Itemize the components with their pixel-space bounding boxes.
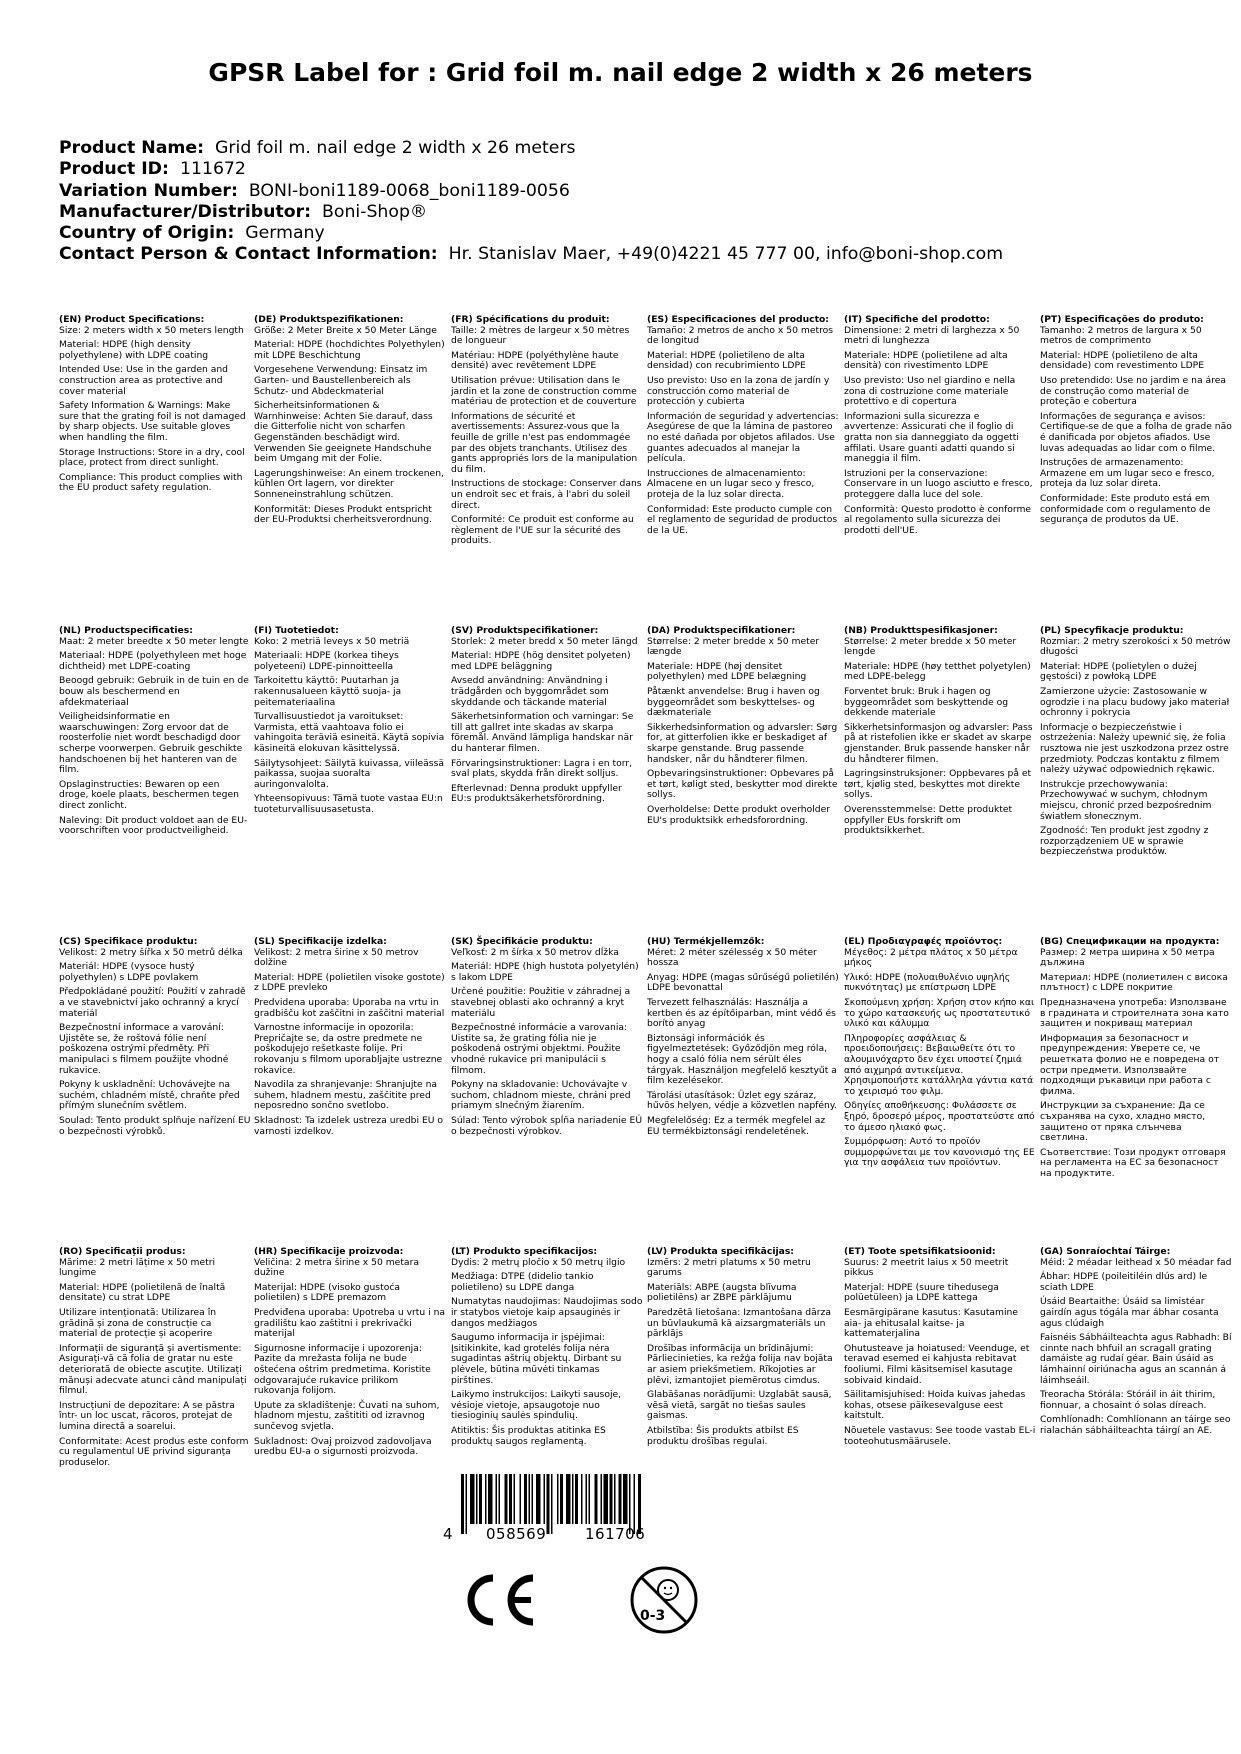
spec-paragraph: Mărime: 2 metri lățime x 50 metri lungime [59,1256,216,1279]
spec-paragraph: Предназначена употреба: Използване в градината и строителната зона като защитен и покриващ материал [1040,996,1229,1030]
spec-block [451,937,643,1141]
spec-paragraph: Dimensione: 2 metri di larghezza x 50 metri di lunghezza [844,324,1020,347]
spec-paragraph: Pokyny k uskladnění: Uchovávejte na suchém, chladném místě, chraňte před přímým slunečním světlem. [59,1079,240,1112]
spec-paragraph: Laikymo instrukcijos: Laikyti sausoje, vėsioje vietoje, apsaugotoje nuo tiesioginių saulės spindulių. [451,1389,622,1422]
spec-paragraph: Méret: 2 méter szélesség x 50 méter hossza [647,946,817,969]
svg-text:0-3: 0-3 [640,1608,666,1624]
spec-heading: (BG) Спецификации на продукта: [1040,936,1220,947]
spec-paragraph: Veličina: 2 metra širine x 50 metara dužine [254,1256,419,1279]
spec-paragraph: Turvallisuustiedot ja varoitukset: Varmista, että vaahtoava folio ei vahingoita teräviä esineitä. Käytä sopivia käsineitä elokuvan käsittelyssä. [254,711,445,754]
spec-paragraph: Atitiktis: Šis produktas atitinka ES produktų saugos reglamentą. [451,1424,606,1447]
spec-paragraph: Instruções de armazenamento: Armazene em um lugar seco e fresco, proteja da luz solar direta. [1040,457,1215,490]
spec-heading: (DA) Produktspecifikationer: [647,625,796,636]
spec-block [451,626,643,809]
spec-paragraph: Conformidad: Este producto cumple con el reglamento de seguridad de productos de la UE. [647,503,838,536]
spec-paragraph: Instrucciones de almacenamiento: Almacene en un lugar seco y fresco, proteja de la luz solar directa. [647,467,815,500]
info-row-variation-number [59,181,1003,202]
spec-paragraph: Størrelse: 2 meter bredde x 50 meter længde [647,635,820,658]
spec-paragraph: Ábhar: HDPE (poileitiléin dlús ard) le sciath LDPE [1040,1271,1208,1293]
spec-paragraph: Uso previsto: Uso nel giardino e nella zona di costruzione come materiale protettivo e di copertura [844,374,1016,408]
spec-paragraph: Size: 2 meters width x 50 meters length [59,324,244,336]
spec-paragraph: Veiligheidsinformatie en waarschuwingen: Zorg ervoor dat de roosterfolie niet wordt beschadigd door scherpe voorwerpen. Gebruik geschikte handschoenen bij het hanteren van de film. [59,711,243,776]
spec-paragraph: Instrukcje przechowywania: Przechowywać w suchym, chłodnym miejscu, chronić przed bezpośrednim światłem słonecznym. [1040,778,1212,822]
spec-paragraph: Intended Use: Use in the garden and construction area as protective and cover material [59,364,228,397]
spec-paragraph: Materiale: HDPE (høy tetthet polyetylen) med LDPE-belegg [844,660,1031,683]
spec-paragraph: Informazioni sulla sicurezza e avvertenze: Assicurati che il foglio di gratta non sia danneggiato da oggetti affilati. Usare guanti adatti quando si maneggia il film. [844,410,1019,465]
spec-paragraph: Navodila za shranjevanje: Shranjujte na suhem, hladnem mestu, zaščitite pred neposredno sončno svetlobo. [254,1079,438,1112]
product-info [59,138,1003,266]
spec-paragraph: Vorgesehene Verwendung: Einsatz im Garten- und Baustellenbereich als Schutz- und Abdeckmaterial [254,364,428,397]
spec-paragraph: Faisnéis Sábháilteachta agus Rabhadh: Bí cinnte nach bhfuil an scragall grating damáiste ag rudaí géar. Bain úsáid as lámhainní oiriúnacha agus an scannán á láimhseáil. [1040,1332,1232,1386]
spec-block [254,315,446,530]
spec-block [844,626,1036,841]
spec-paragraph: Atbilstība: Šis produkts atbilst ES produktu drošības regulai. [647,1424,799,1447]
spec-paragraph: Размер: 2 метра ширина x 50 метра дължина [1040,946,1215,969]
spec-paragraph: Storage Instructions: Store in a dry, cool place, protect from direct sunlight. [59,446,245,469]
info-label: Manufacturer/Distributor: [59,201,312,222]
spec-paragraph: Glabāšanas norādījumi: Uzglabāt sausā, vēsā vietā, sargāt no tiešas saules gaismas. [647,1389,832,1422]
spec-heading: (GA) Sonraíochtaí Táirge: [1040,1246,1171,1257]
spec-heading: (DE) Produktspezifikationen: [254,314,404,325]
spec-heading: (CS) Specifikace produktu: [59,936,198,947]
spec-paragraph: Materiale: HDPE (høj densitet polyethylen) med LDPE belægning [647,660,807,683]
spec-paragraph: Naleving: Dit product voldoet aan de EU-voorschriften voor productveiligheid. [59,814,248,837]
spec-paragraph: Uso pretendido: Use no jardim e na área de construção como material de proteção e cobertura [1040,374,1226,408]
spec-heading: (IT) Specifiche del prodotto: [844,314,990,325]
spec-heading: (NB) Produkttspesifikasjoner: [844,625,998,636]
spec-paragraph: Beoogd gebruik: Gebruik in de tuin en de bouw als beschermend en afdekmateriaal [59,675,249,708]
spec-paragraph: Opslaginstructies: Bewaren op een droge, koele plaats, beschermen tegen direct zonlicht. [59,778,239,811]
spec-block [844,1247,1036,1451]
spec-paragraph: Súlad: Tento výrobok spĺňa nariadenie EÚ o bezpečnosti výrobkov. [451,1114,643,1137]
barcode-digit-lead: 4 [443,1525,453,1543]
spec-paragraph: Conformidade: Este produto está em conformidade com o regulamento de segurança de produtos da UE. [1040,492,1211,526]
barcode-digits-left: 058569 [486,1525,547,1543]
spec-paragraph: Izmērs: 2 metri platums x 50 metru garums [647,1256,811,1279]
spec-paragraph: Safety Information & Warnings: Make sure that the grating foil is not damaged by sharp objects. Use suitable gloves when handling the film. [59,400,246,443]
spec-paragraph: Forventet bruk: Bruk i hagen og byggeområdet som beskyttende og dekkende materiale [844,685,1009,719]
spec-paragraph: Konformität: Dieses Produkt entspricht der EU-Produktsi cherheitsverordnung. [254,503,432,526]
info-row-manufacturer [59,202,1003,223]
spec-paragraph: Material: HDPE (hög densitet polyeten) med LDPE beläggning [451,650,631,672]
info-value: Grid foil m. nail edge 2 width x 26 meters [215,138,576,158]
spec-paragraph: Materiaal: HDPE (polyethyleen met hoge dichtheid) met LDPE-coating [59,650,247,672]
spec-heading: (NL) Productspecificaties: [59,625,193,636]
spec-paragraph: Información de seguridad y advertencias: Asegúrese de que la lámina de pastoreo no esté dañada por objetos afilados. Use guantes adecuados al manejar la película. [647,410,839,465]
spec-block [844,315,1036,540]
spec-paragraph: Materiale: HDPE (polietilene ad alta densità) con rivestimento LDPE [844,349,1008,372]
spec-paragraph: Utilisation prévue: Utilisation dans le jardin et la zone de construction comme matériau de protection et de couverture [451,374,637,408]
spec-paragraph: Soulad: Tento produkt splňuje nařízení EU o bezpečnosti výrobků. [59,1114,251,1137]
spec-paragraph: Sikkerhedsinformation og advarsler: Sørg for, at gitterfolien ikke er beskadiget af skarpe genstande. Brug passende handsker, når du håndterer filmen. [647,721,838,765]
spec-paragraph: Zgodność: Ten produkt jest zgodny z rozporządzeniem UE w sprawie bezpieczeństwa produktów. [1040,825,1209,858]
info-row-contact [59,244,1003,265]
spec-paragraph: Numatytas naudojimas: Naudojimas sodo ir statybos vietoje kaip apsauginės ir dangos medžiagos [451,1296,643,1329]
spec-heading: (HR) Specifikacije proizvoda: [254,1246,404,1257]
spec-paragraph: Anyag: HDPE (magas sűrűségű polietilén) LDPE bevonattal [647,971,839,994]
spec-block [647,315,839,540]
spec-paragraph: Compliance: This product complies with the EU product safety regulation. [59,471,243,494]
spec-paragraph: Megfelelőség: Ez a termék megfelel az EU termékbiztonsági rendeletének. [647,1114,826,1137]
spec-heading: (FI) Tuotetiedot: [254,625,339,636]
info-row-country-of-origin [59,223,1003,244]
spec-paragraph: Comhlíonadh: Comhlíonann an táirge seo rialachán sábháilteachta táirgí an AE. [1040,1414,1231,1436]
spec-paragraph: Skladnost: Ta izdelek ustreza uredbi EU o varnosti izdelkov. [254,1114,444,1137]
spec-paragraph: Overholdelse: Dette produkt overholder EU's produktsikk erhedsforordning. [647,803,831,826]
spec-paragraph: Säilytysohjeet: Säilytä kuivassa, viileässä paikassa, suojaa suoralta auringonvalolta. [254,757,445,790]
spec-paragraph: Sicherheitsinformationen & Warnhinweise: Achten Sie darauf, dass die Gitterfolie nicht von scharfen Gegenständen beschädigt wird. Verwenden Sie geeignete Handschuhe beim Umgang mit der Folie. [254,400,433,465]
spec-paragraph: Material: HDPE (polietileno de alta densidade) com revestimento LDPE [1040,349,1205,372]
spec-paragraph: Efterlevnad: Denna produkt uppfyller EU:s produktsäkerhetsförordning. [451,782,622,805]
spec-heading: (HU) Termékjellemzők: [647,936,765,947]
spec-paragraph: Informații de siguranță și avertismente: Asigurați-vă că folia de gratar nu este deteriorată de obiecte ascuțite. Utilizați mănuși adecvate atunci când manipulați filmul. [59,1342,247,1397]
spec-block [1040,937,1232,1183]
spec-heading: (RO) Specificații produs: [59,1246,186,1257]
spec-heading: (PT) Especificações do produto: [1040,314,1204,325]
spec-heading: (LV) Produkta specifikācijas: [647,1246,794,1257]
spec-paragraph: Material: HDPE (hochdichtes Polyethylen) mit LDPE Beschichtung [254,339,445,361]
spec-paragraph: Biztonsági információk és figyelmeztetések: Győződjön meg róla, hogy a csaló fólia nem sérült éles tárgyak. Használjon megfelelő kesztyűt a film kezelésekor. [647,1032,837,1087]
spec-paragraph: Opbevaringsinstruktioner: Opbevares på et tørt, køligt sted, beskytter mod direkte sollys. [647,768,838,801]
spec-paragraph: Uso previsto: Uso en la zona de jardín y construcción como material de protección y cubierta [647,374,830,408]
spec-paragraph: Paredzētā lietošana: Izmantošana dārza un būvlaukumā kā aizsargmateriāls un pārklājs [647,1306,831,1340]
spec-paragraph: Material: HDPE (polietilenă de înaltă densitate) cu strat LDPE [59,1281,226,1304]
spec-block [647,1247,839,1451]
spec-paragraph: Συμμόρφωση: Αυτό το προϊόν συμμορφώνεται με τον κανονισμό της ΕΕ για την ασφάλεια των προϊόντων. [844,1136,1035,1169]
spec-paragraph: Velikost: 2 metra širine x 50 metrov dolžine [254,946,419,969]
spec-paragraph: Informations de sécurité et avertissements: Assurez-vous que la feuille de grille n'est pas endommagée par des objets tranchants. Utilisez des gants appropriés lors de la manipulation du film. [451,410,638,475]
spec-paragraph: Velikost: 2 metry šířka x 50 metrů délka [59,946,243,958]
spec-paragraph: Avsedd användning: Användning i trädgården och byggområdet som skyddande och täckande material [451,675,609,708]
spec-block [1040,315,1232,530]
spec-block [844,937,1036,1173]
spec-paragraph: Lagerungshinweise: An einem trockenen, kühlen Ort lagern, vor direkter Sonneneinstrahlung schützen. [254,467,444,500]
spec-heading: (EL) Προδιαγραφές προϊόντος: [844,936,1003,947]
spec-paragraph: Medžiaga: DTPE (didelio tankio polietileno) su LDPE danga [451,1271,594,1293]
info-label: Country of Origin: [59,223,235,244]
spec-paragraph: Suurus: 2 meetrit laius x 50 meetrit pikkus [844,1256,1009,1279]
spec-paragraph: Instructions de stockage: Conserver dans un endroit sec et frais, à l'abri du soleil direct. [451,478,642,511]
spec-paragraph: Pokyny na skladovanie: Uchovávajte v suchom, chladnom mieste, chráni pred priamym slnečným žiarením. [451,1079,631,1112]
spec-paragraph: Tamanho: 2 metros de largura x 50 metros de comprimento [1040,324,1202,347]
spec-heading: (FR) Spécifications du produit: [451,314,610,325]
spec-paragraph: Tárolási utasítások: Üzlet egy száraz, hűvös helyen, védje a közvetlen napfény. [647,1089,837,1112]
spec-paragraph: Maat: 2 meter breedte x 50 meter lengte [59,635,249,647]
spec-paragraph: Tarkoitettu käyttö: Puutarhan ja rakennusalueen käyttö suoja- ja peitemateriaalina [254,675,402,708]
spec-paragraph: Varnostne informacije in opozorila: Prepričajte se, da ostre predmete ne poškodujejo rešetkaste folije. Pri rokovanju s filmom uporabljajte ustrezne rokavice. [254,1022,443,1076]
spec-paragraph: Utilizare intenționată: Utilizarea în grădină și zona de construcție ca material de protecție și acoperire [59,1306,217,1340]
spec-paragraph: Materiál: HDPE (vysoce hustý polyethylen) s LDPE povlakem [59,961,199,983]
spec-paragraph: Saugumo informacija ir įspėjimai: Įsitikinkite, kad grotelės folija nėra sugadintas aštrių objektų. Dirbant su plėvele, būtina mūvėti tinkamas pirštines. [451,1332,622,1386]
spec-heading: (SK) Špecifikácie produktu: [451,936,593,947]
spec-heading: (LT) Produkto specifikacijos: [451,1246,598,1257]
spec-paragraph: Koko: 2 metriä leveys x 50 metriä [254,635,410,647]
spec-block [254,1247,446,1462]
barcode-bars [443,1474,693,1544]
spec-paragraph: Μέγεθος: 2 μέτρα πλάτος x 50 μέτρα μήκος [844,946,1018,969]
ce-mark-icon [459,1572,539,1628]
info-value: Germany [245,223,325,244]
info-value: Boni-Shop® [322,201,428,222]
spec-block [1040,626,1232,862]
spec-paragraph: Méid: 2 méadar leithead x 50 méadar fad [1040,1256,1232,1268]
info-label: Contact Person & Contact Information: [59,244,438,265]
spec-block [59,1247,251,1472]
spec-paragraph: Tervezett felhasználás: Használja a kertben és az építőiparban, mint védő és borító anyag [647,996,836,1030]
spec-paragraph: Σκοπούμενη χρήση: Χρήση στον κήπο και το χώρο κατασκευής ως προστατευτικό υλικό και κάλυμμα [844,996,1035,1030]
spec-paragraph: Drošības informācija un brīdinājumi: Pārliecinieties, ka režģa folija nav bojāta ar asiem priekšmetiem. Rīkojoties ar plēvi, izmantojiet piemērotus cimdus. [647,1342,833,1386]
spec-block [59,315,251,498]
spec-paragraph: Veľkosť: 2 m šírka x 50 metrov dĺžka [451,946,619,958]
spec-paragraph: Material: HDPE (polietileno de alta densidad) con recubrimiento LDPE [647,349,806,372]
spec-heading: (PL) Specyfikacje produktu: [1040,625,1184,636]
info-value: 111672 [179,159,246,180]
spec-paragraph: Yhteensopivuus: Tämä tuote vastaa EU:n tuoteturvallisuusasetusta. [254,793,443,815]
spec-paragraph: Størrelse: 2 meter bredde x 50 meter lengde [844,635,1017,658]
spec-paragraph: Materiāls: ABPE (augsta blīvuma polietilēns) ar ZBPE pārklājumu [647,1281,797,1304]
spec-paragraph: Materiał: HDPE (polietylen o dużej gęstości) z powłoką LDPE [1040,660,1197,683]
spec-paragraph: Material: HDPE (polietilen visoke gostote) z LDPE prevleko [254,971,445,994]
spec-block [647,937,839,1141]
spec-paragraph: Storlek: 2 meter bredd x 50 meter längd [451,635,638,647]
spec-paragraph: Säkerhetsinformation och varningar: Se till att gallret inte skadas av skarpa föremål. Använd lämpliga handskar när du hanterar filmen. [451,711,634,754]
spec-paragraph: Ohutusteave ja hoiatused: Veenduge, et teravad esemed ei kahjusta rebitavat fooliumi. Filmi käsitsemisel kasutage sobivaid kindaid. [844,1342,1030,1386]
spec-block [59,937,251,1141]
spec-block [59,626,251,841]
spec-paragraph: Bezpečnostní informace a varování: Ujistěte se, že roštová fólie není poškozena ostrými předměty. Při manipulaci s filmem použijte vhodné rukavice. [59,1022,229,1076]
spec-paragraph: Sikkerhetsinformasjon og advarsler: Pass på at ristefolien ikke er skadet av skarpe gjenstander. Bruk passende hansker når du håndterer filmen. [844,721,1033,765]
info-label: Product ID: [59,159,169,180]
spec-paragraph: Conformité: Ce produit est conforme au règlement de l'UE sur la sécurité des produits. [451,514,634,547]
spec-heading: (ES) Especificaciones del producto: [647,314,829,325]
spec-paragraph: Zamierzone użycie: Zastosowanie w ogrodzie i na placu budowy jako materiał ochronny i pokrycia [1040,685,1230,719]
spec-paragraph: Materiaali: HDPE (korkea tiheys polyeteeni) LDPE-pinnoitteella [254,650,399,672]
spec-paragraph: Předpokládané použití: Použití v zahradě a ve stavebnictví jako ochranný a krycí materiál [59,986,246,1019]
info-row-product-id [59,159,1003,180]
spec-paragraph: Materijal: HDPE (visoko gustoća polietilen) s LDPE premazom [254,1281,401,1304]
not-for-children-0-3-icon [628,1564,700,1636]
spec-block [254,937,446,1141]
info-label: Variation Number: [59,180,238,201]
spec-paragraph: Predviđena uporaba: Upotreba u vrtu i na gradilištu kao zaštitni i prekrivački materijal [254,1306,446,1340]
info-value: Hr. Stanislav Maer, +49(0)4221 45 777 00, info@boni-shop.com [448,244,1004,265]
spec-paragraph: Eesmärgipärane kasutus: Kasutamine aia- ja ehitusalal kaitse- ja kattematerjalina [844,1306,1019,1340]
spec-paragraph: Conformità: Questo prodotto è conforme al regolamento sulla sicurezza dei prodotti dell'UE. [844,503,1032,536]
spec-paragraph: Instrucțiuni de depozitare: A se păstra într- un loc uscat, răcoros, protejat de lumina directă a soarelui. [59,1399,235,1432]
spec-heading: (ET) Toote spetsifikatsioonid: [844,1246,996,1257]
spec-heading: (SL) Specifikacije izdelka: [254,936,387,947]
spec-paragraph: Dydis: 2 metrų pločio x 50 metrų ilgio [451,1256,626,1268]
spec-paragraph: Materjal: HDPE (suure tihedusega polüetüleen) ja LDPE kattega [844,1281,999,1304]
spec-block [647,626,839,830]
spec-block [451,315,643,551]
spec-paragraph: Taille: 2 mètres de largeur x 50 mètres de longueur [451,324,630,347]
spec-paragraph: Οδηγίες αποθήκευσης: Φυλάσσετε σε ξηρό, δροσερό μέρος, προστατεύστε από το άμεσο ηλιακό φως. [844,1100,1035,1133]
spec-block [451,1247,643,1451]
spec-paragraph: Conformitate: Acest produs este conform cu regulamentul UE privind siguranța produselor. [59,1435,249,1468]
ean-barcode [443,1474,693,1544]
info-value: BONI-boni1189-0068_boni1189-0056 [248,180,570,201]
spec-heading: (EN) Product Specifications: [59,314,205,325]
spec-paragraph: Materiál: HDPE (high hustota polyetylén) s lakom LDPE [451,961,639,983]
spec-paragraph: Påtænkt anvendelse: Brug i haven og byggeområdet som beskyttelses- og dækmateriale [647,685,820,719]
spec-paragraph: Predvidena uporaba: Uporaba na vrtu in gradbišču kot zaščitni in zaščitni material [254,996,445,1019]
spec-paragraph: Sigurnosne informacije i upozorenja: Pazite da mrežasta folija ne bude oštećena oštrim predmetima. Koristite odgovarajuće rukavice prilikom rukovanja folijom. [254,1342,431,1397]
spec-block [1040,1247,1232,1441]
spec-paragraph: Υλικό: HDPE (πολυαιθυλένιο υψηλής πυκνότητας) με επίστρωση LDPE [844,971,1011,994]
spec-paragraph: Upute za skladištenje: Čuvati na suhom, hladnom mjestu, zaštititi od izravnog sunčevog svjetla. [254,1399,440,1432]
spec-paragraph: Инструкции за съхранение: Да се съхранява на сухо, хладно място, защитено от пряка слънчева светлина. [1040,1100,1206,1144]
spec-paragraph: Overensstemmelse: Dette produktet oppfyller EUs forskrift om produktsikkerhet. [844,803,1013,837]
spec-paragraph: Πληροφορίες ασφάλειας & προειδοποιήσεις: Βεβαιωθείτε ότι το αλουμινόχαρτο δεν έχει υποστεί ζημιά από αιχμηρά αντικείμενα. Χρησιμοποιήστε κατάλληλα γάντια κατά το χειρισμό του φιλμ. [844,1032,1034,1097]
label-title: GPSR Label for : Grid foil m. nail edge 2 width x 26 meters [208,58,1033,87]
spec-paragraph: Материал: HDPE (полиетилен с висока плътност) с LDPE покритие [1040,971,1228,994]
spec-heading: (SV) Produktspecifikationer: [451,625,599,636]
barcode-digits-right: 161706 [585,1525,646,1543]
spec-paragraph: Istruzioni per la conservazione: Conservare in un luogo asciutto e fresco, proteggere dalla luce del sole. [844,467,1033,500]
spec-paragraph: Úsáid Beartaithe: Úsáid sa limistéar gairdín agus tógála mar ábhar cosanta agus clúdaigh [1040,1296,1219,1329]
spec-paragraph: Sukladnost: Ovaj proizvod zadovoljava uredbu EU-a o sigurnosti proizvoda. [254,1435,432,1458]
spec-paragraph: Informações de segurança e avisos: Certifique-se de que a folha de grade não é danificada por objetos afiados. Use luvas adequadas ao lidar com o filme. [1040,410,1232,454]
info-row-product-name [59,138,1003,159]
spec-paragraph: Treoracha Stórála: Stóráil in áit thirim, fionnuar, a chosaint ó solas díreach. [1040,1389,1216,1411]
spec-paragraph: Informacje o bezpieczeństwie i ostrzeżenia: Należy upewnić się, że folia rusztowa nie jest uszkodzona przez ostre przedmioty. Podczas kontaktu z filmem należy używać odpowiednich rękawic. [1040,721,1229,776]
spec-paragraph: Material: HDPE (high density polyethylene) with LDPE coating [59,339,209,361]
info-label: Product Name: [59,138,205,158]
spec-paragraph: Съответствие: Този продукт отговаря на регламента на ЕС за безопасност на продуктите. [1040,1146,1226,1179]
spec-paragraph: Größe: 2 Meter Breite x 50 Meter Länge [254,324,437,336]
spec-paragraph: Nõuetele vastavus: See toode vastab EL-i tooteohutusmäärusele. [844,1424,1036,1447]
spec-paragraph: Förvaringsinstruktioner: Lagra i en torr, sval plats, skydda från direkt solljus. [451,757,633,780]
spec-paragraph: Bezpečnostné informácie a varovania: Uistite sa, že grating fólia nie je poškodená ostrými objektmi. Použite vhodné rukavice pri manipulácii s filmom. [451,1022,628,1076]
spec-paragraph: Säilitamisjuhised: Hoida kuivas jahedas kohas, otsese päikesevalguse eest kaitstult. [844,1389,1026,1422]
spec-paragraph: Информация за безопасност и предупреждения: Уверете се, че решетката фолио не е повредена от остри предмети. Използвайте подходящи ръкавици при работа с филма. [1040,1032,1220,1097]
spec-block [254,626,446,820]
spec-paragraph: Lagringsinstruksjoner: Oppbevares på et tørt, kjølig sted, beskyttes mot direkte sollys. [844,768,1032,801]
spec-paragraph: Rozmiar: 2 metry szerokości x 50 metrów długości [1040,635,1231,658]
spec-paragraph: Matériau: HDPE (polyéthylène haute densité) avec revêtement LDPE [451,349,619,372]
spec-paragraph: Určené použitie: Použitie v záhradnej a stavebnej oblasti ako ochranný a kryt materiálu [451,986,631,1019]
spec-paragraph: Tamaño: 2 metros de ancho x 50 metros de longitud [647,324,834,347]
